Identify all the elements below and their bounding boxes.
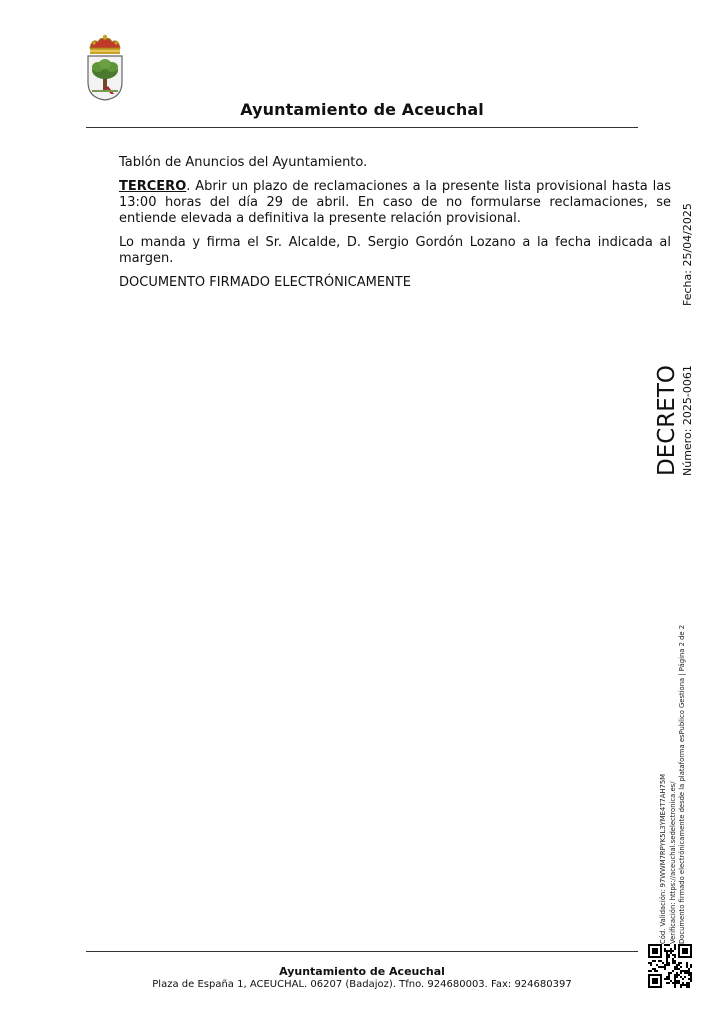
header-divider bbox=[86, 127, 638, 128]
decreto-numero: Número: 2025-0061 bbox=[681, 365, 694, 476]
header-title: Ayuntamiento de Aceuchal bbox=[240, 100, 484, 119]
footer-title: Ayuntamiento de Aceuchal bbox=[279, 965, 445, 978]
footer-address: Plaza de España 1, ACEUCHAL. 06207 (Badajoz). Tfno. 924680003. Fax: 924680397 bbox=[152, 979, 572, 990]
footer-divider bbox=[86, 951, 638, 952]
verification-code: Cód. Validación: 97WWM7RPYK5L3YME4T7AH75M bbox=[659, 773, 667, 944]
tercero-text: . Abrir un plazo de reclamaciones a la presente lista provisional hasta las 13:00 horas del día 29 de abril. En caso de no formularse reclamaciones, se entiende elevada a definitiva la presente relación provisional. bbox=[119, 179, 671, 226]
verification-note: Documento firmado electrónicamente desde la plataforma esPublico Gestiona | Página 2 de 2 bbox=[678, 624, 687, 944]
decreto-fecha: Fecha: 25/04/2025 bbox=[681, 203, 694, 306]
tercero-label: TERCERO bbox=[119, 179, 187, 194]
verification-url: Verificación: https://aceuchal.sedelectronica.es/ bbox=[668, 781, 677, 944]
body-paragraph-tercero bbox=[119, 179, 671, 227]
coat-of-arms-icon bbox=[84, 34, 126, 102]
document-body bbox=[119, 155, 671, 299]
body-line-electronic: DOCUMENTO FIRMADO ELECTRÓNICAMENTE bbox=[119, 275, 411, 290]
decreto-label: DECRETO bbox=[654, 365, 680, 476]
body-paragraph-firma: Lo manda y firma el Sr. Alcalde, D. Sergio Gordón Lozano a la fecha indicada al margen. bbox=[119, 235, 671, 266]
decreto-meta bbox=[681, 203, 694, 476]
body-line-tablon: Tablón de Anuncios del Ayuntamiento. bbox=[119, 155, 368, 170]
verification-block bbox=[659, 625, 688, 944]
qr-code-icon[interactable] bbox=[648, 944, 692, 988]
